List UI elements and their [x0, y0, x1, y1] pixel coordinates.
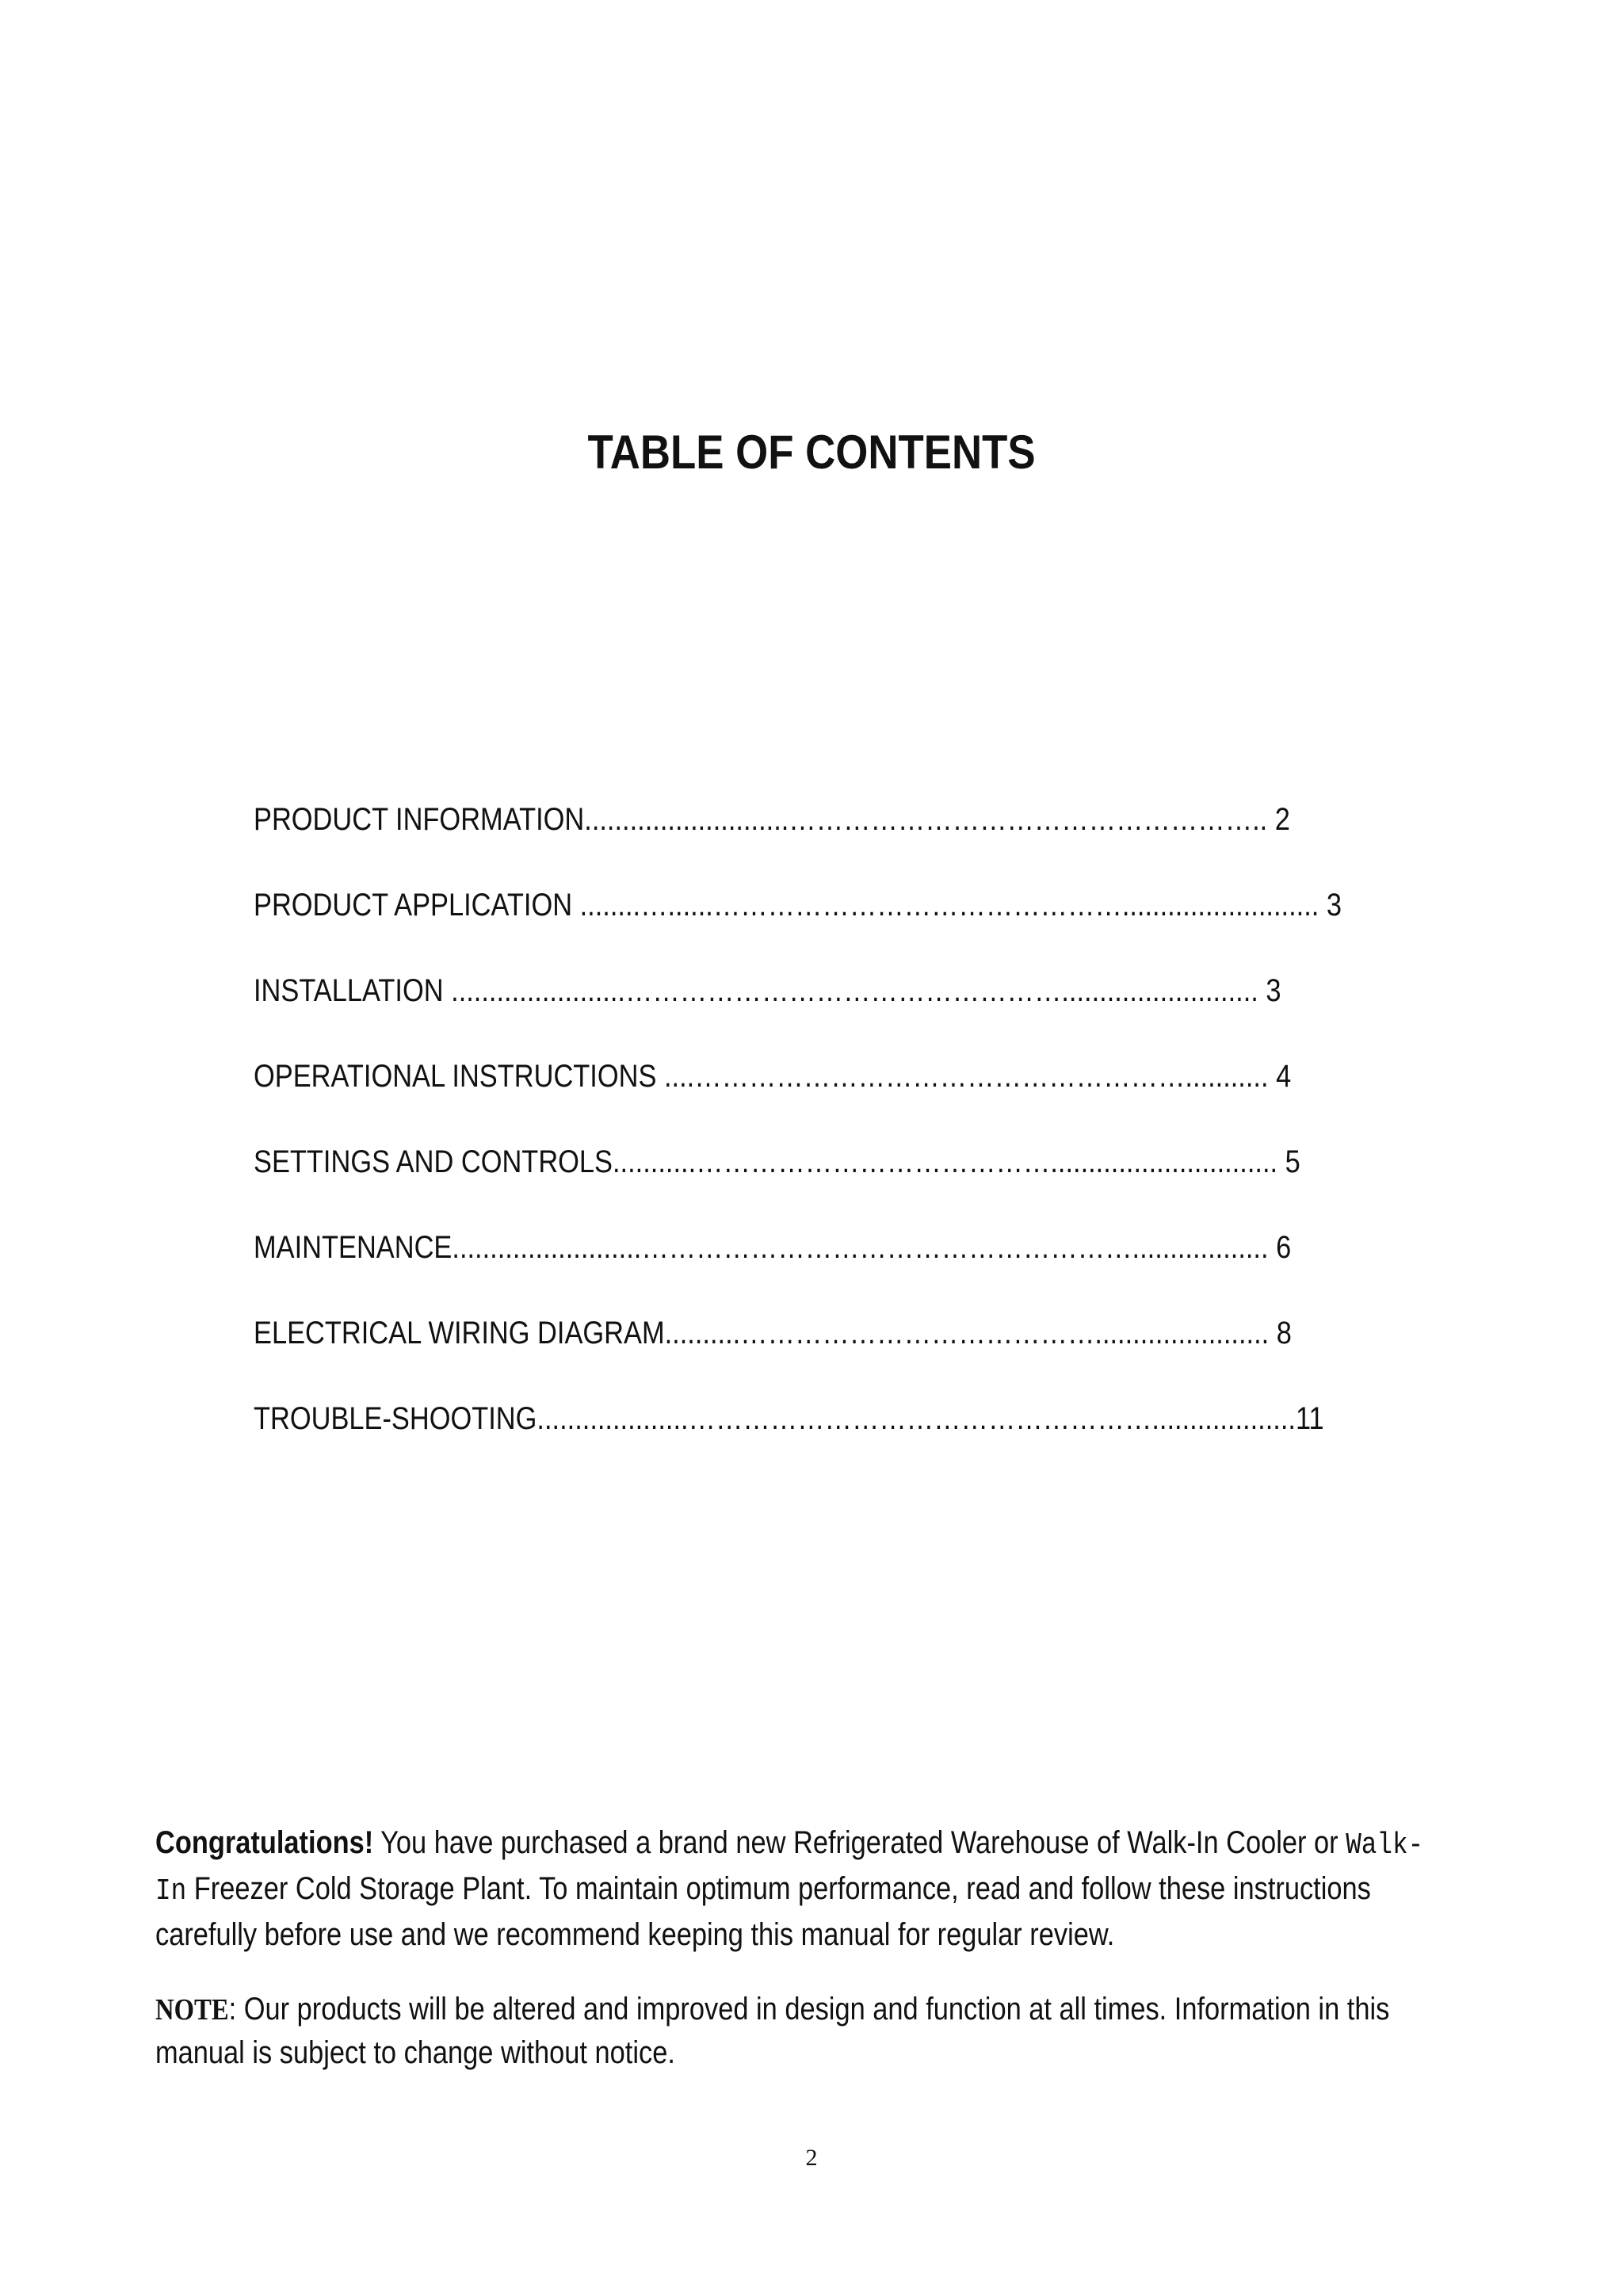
toc-entry-page: 3 [1266, 973, 1281, 1008]
page-number: 2 [805, 2145, 818, 2171]
toc-entry-leader: .......................………………………………………….......................... [451, 973, 1266, 1008]
toc-entry-label: OPERATIONAL INSTRUCTIONS [254, 1059, 664, 1094]
toc-entry-label: MAINTENANCE [254, 1230, 453, 1265]
toc-entry-leader: ....................……………………………………………................... [537, 1401, 1296, 1436]
toc-entry-leader: .........................……………………………………………….................. [452, 1230, 1277, 1265]
toc-entry-electrical-wiring-diagram[interactable] [254, 1309, 1292, 1395]
toc-entry-product-information[interactable] [254, 796, 1290, 881]
intro-lead: Congratulations! [155, 1825, 374, 1860]
toc-entry-page: 4 [1276, 1059, 1292, 1094]
table-of-contents [254, 796, 1342, 1480]
toc-entry-label: PRODUCT APPLICATION [254, 888, 580, 923]
toc-entry-leader: ...........………………………………….............................. [613, 1144, 1285, 1179]
intro-text-continued: Freezer Cold Storage Plant. To maintain optimum performance, read and follow these instructions carefully before use and we recommend keeping this manual for regular review. [155, 1871, 1371, 1952]
toc-entry-maintenance[interactable] [254, 1224, 1292, 1309]
toc-entry-product-application[interactable] [254, 881, 1342, 967]
intro-mono-text: Walk-In [155, 1828, 1424, 1908]
toc-entry-label: INSTALLATION [254, 973, 452, 1008]
toc-entry-page: 3 [1326, 888, 1342, 923]
toc-entry-page: 8 [1276, 1316, 1292, 1350]
note-paragraph [155, 1988, 1450, 2074]
toc-entry-page: 5 [1285, 1144, 1300, 1179]
toc-entry-page: 11 [1295, 1401, 1324, 1436]
toc-entry-page: 2 [1274, 802, 1290, 837]
toc-entry-settings-and-controls[interactable] [254, 1138, 1300, 1224]
toc-entry-label: SETTINGS AND CONTROLS [254, 1144, 613, 1179]
toc-entry-label: TROUBLE-SHOOTING [254, 1401, 537, 1436]
toc-entry-page: 6 [1276, 1230, 1292, 1265]
intro-paragraph [155, 1821, 1450, 1956]
toc-entry-leader: ....………………………………………………........... [663, 1059, 1277, 1094]
toc-entry-trouble-shooting[interactable] [254, 1395, 1324, 1480]
toc-entry-operational-instructions[interactable] [254, 1052, 1292, 1138]
toc-entry-installation[interactable] [254, 967, 1281, 1052]
note-label: NOTE [155, 1993, 229, 2027]
page-title: TABLE OF CONTENTS [587, 426, 1036, 479]
toc-entry-label: PRODUCT INFORMATION [254, 802, 585, 837]
toc-entry-leader: ..........…………………………………....................... [664, 1316, 1277, 1350]
note-text: : Our products will be altered and improved in design and function at all times. Information in this manual is subject to change without notice. [155, 1992, 1390, 2070]
toc-entry-leader: ...........................…………………………………………….. [584, 802, 1275, 837]
toc-entry-label: ELECTRICAL WIRING DIAGRAM [254, 1316, 665, 1350]
toc-entry-leader: ........…......……………………………………….......................... [579, 888, 1327, 923]
intro-text: You have purchased a brand new Refrigerated Warehouse of Walk-In Cooler or [373, 1825, 1346, 1860]
